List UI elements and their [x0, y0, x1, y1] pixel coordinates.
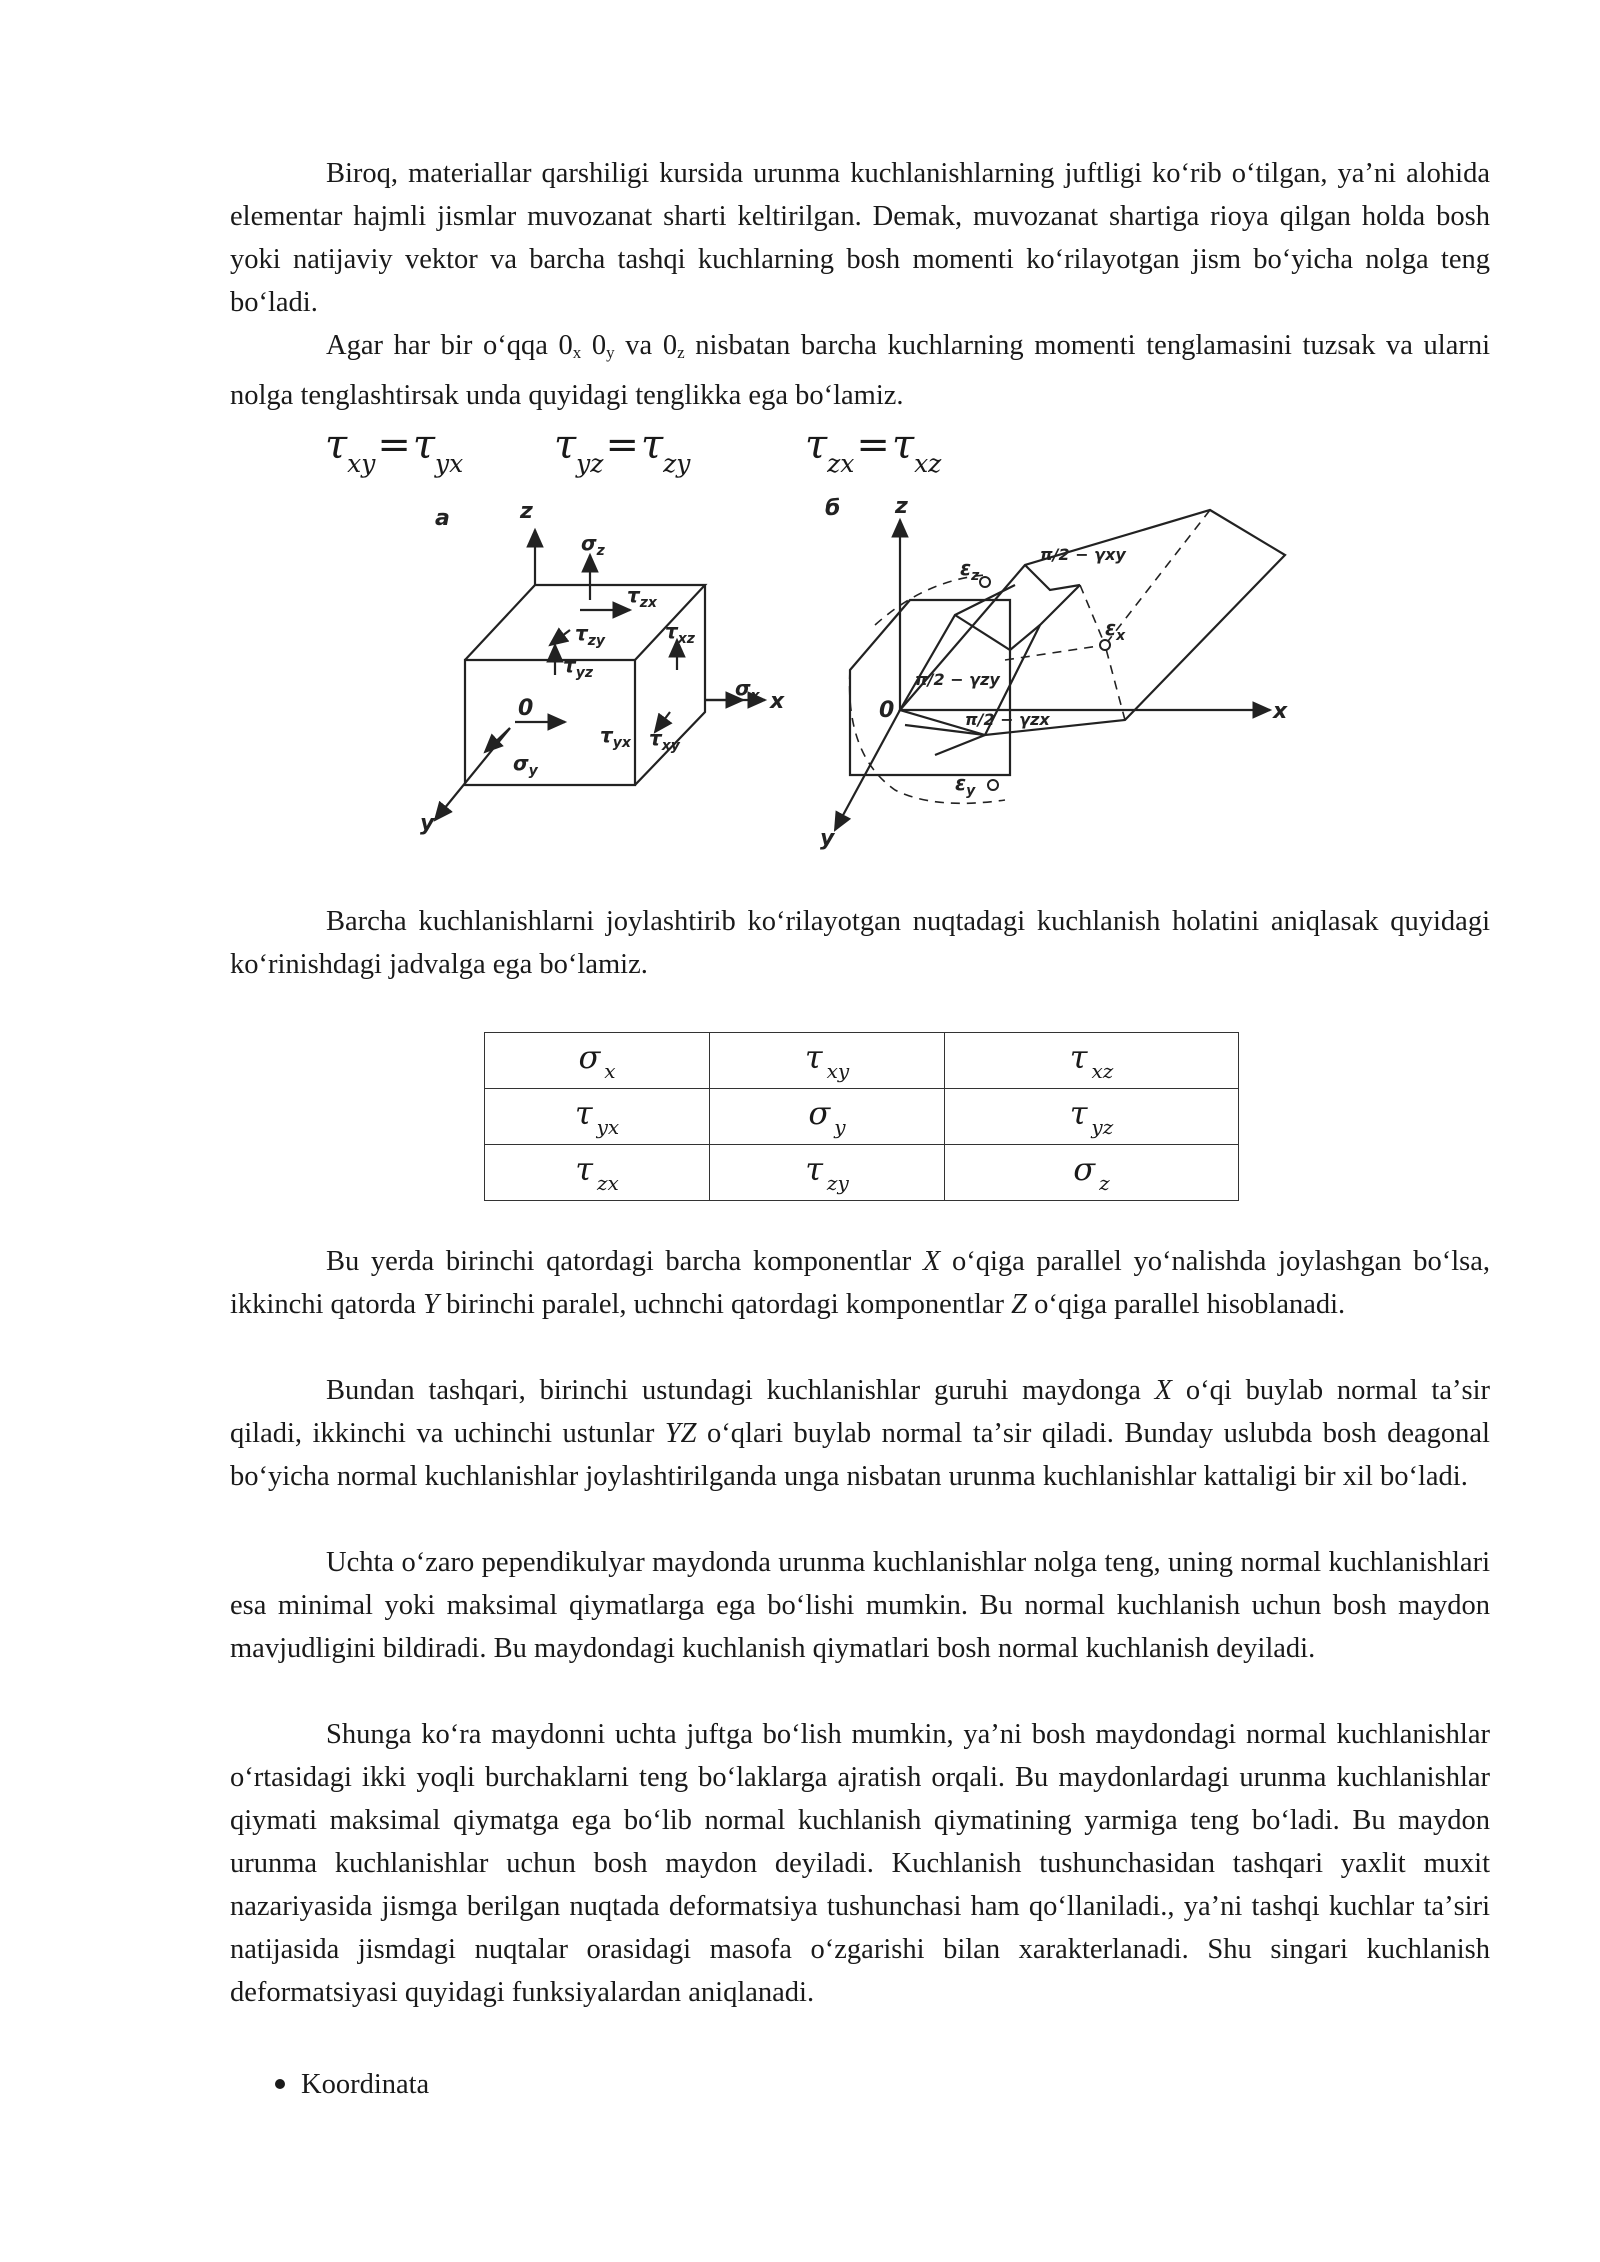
subscript: y [528, 763, 538, 779]
table-cell [485, 1033, 710, 1089]
label-gamma-zy: π/2 − γzy [915, 670, 1000, 689]
subscript: yx [612, 735, 631, 751]
text-run: va 0 [614, 330, 678, 361]
tau-symbol: τ [554, 422, 577, 468]
cell-symbol: σ [1073, 1150, 1096, 1188]
axis-letter: X [922, 1246, 941, 1277]
label-tau-yx [600, 723, 632, 751]
text-run: oʻqlari buylab normal taʼsir qiladi. Bunday uslubda bosh deagonal boʻyicha normal kuchlanishlar joylashtirilganda unga nisbatan urunma kuchlanishlar kattaligi bir xil boʻladi. [230, 1418, 1490, 1492]
axis-x-label: x [1273, 699, 1288, 724]
subscript: zy [587, 633, 606, 649]
subscript: xz [677, 631, 695, 647]
sigma-symbol: σ [513, 751, 529, 775]
tau-symbol: τ [575, 621, 588, 645]
table-row [485, 1089, 1239, 1145]
subscript: xy [826, 1059, 850, 1083]
figure-b-deformation [815, 485, 1295, 855]
tau-symbol: τ [600, 723, 613, 747]
subscript: xz [1091, 1059, 1114, 1083]
subscript: xy [661, 738, 680, 754]
paragraph-6: Uchta oʻzaro pependikulyar maydonda urunma kuchlanishlar nolga teng, uning normal kuchlanishlari esa minimal yoki maksimal qiymatlarga ega boʻlishi mumkin. Bu normal kuchlanish uchun bosh maydon mavjudligini bildiradi. Bu maydondagi kuchlanish qiymatlari bosh normal kuchlanish deyiladi. [230, 1547, 1490, 1664]
table-cell [945, 1033, 1239, 1089]
figure-a-stress-cube [405, 490, 805, 840]
axis-letter: Y [423, 1289, 439, 1320]
subscript: z [677, 343, 685, 362]
axis-letter: YZ [664, 1418, 697, 1449]
label-tau-zx [627, 583, 658, 611]
axis-z-label: z [520, 499, 533, 524]
label-tau-xz [665, 619, 696, 647]
text-run: Agar har bir oʻqqa 0 [326, 330, 573, 361]
table-cell [710, 1033, 945, 1089]
cell-symbol: τ [804, 1038, 823, 1076]
cell-symbol: σ [808, 1094, 831, 1132]
axis-z-label: z [895, 494, 908, 519]
label-eps-z [960, 556, 980, 584]
tau-symbol: τ [412, 422, 436, 468]
bullet-icon [275, 2079, 285, 2089]
paragraph-3: Barcha kuchlanishlarni joylashtirib koʻrilayotgan nuqtadagi kuchlanish holatini aniqlasak quyidagi koʻrinishdagi jadvalga ega boʻlamiz. [230, 906, 1490, 980]
label-sigma-x [735, 676, 761, 704]
origin-label: 0 [518, 696, 534, 721]
text-run: oʻqiga parallel yoʻnalishda joylashgan boʻlsa, ikkinchi qatorda [230, 1246, 1490, 1320]
tau-symbol: τ [665, 619, 678, 643]
subscript: z [596, 543, 605, 559]
paragraph-4 [230, 1240, 1490, 1326]
text-run: birinchi paralel, uchnchi qatordagi komponentlar [438, 1289, 1012, 1320]
label-eps-x [1105, 616, 1126, 644]
epsilon-symbol: ε [960, 556, 972, 580]
text-run: nisbatan barcha kuchlarning momenti tenglamasini tuzsak va ularni nolga tenglashtirsak unda quyidagi tenglikka ega boʻlamiz. [230, 330, 1491, 411]
bullet-label: Koordinata [301, 2069, 430, 2100]
table-row [485, 1033, 1239, 1089]
formula-tau-xy [325, 415, 463, 494]
axis-x-label: x [770, 689, 785, 714]
text-run: Bundan tashqari, birinchi ustundagi kuchlanishlar guruhi maydonga [326, 1375, 1155, 1406]
subscript: x [1116, 628, 1126, 644]
cell-symbol: τ [1069, 1038, 1088, 1076]
tau-symbol: τ [891, 422, 915, 468]
tau-symbol: τ [563, 653, 576, 677]
paragraph-5 [230, 1369, 1490, 1498]
stress-tensor-table [484, 1032, 1239, 1201]
subscript: y [834, 1115, 846, 1139]
subscript: xz [914, 449, 942, 478]
subscript: xy [347, 449, 376, 478]
table-row [485, 1145, 1239, 1201]
table-cell [945, 1145, 1239, 1201]
tau-symbol: τ [805, 422, 828, 468]
table-cell [710, 1089, 945, 1145]
axis-y-label: y [420, 811, 435, 836]
tau-symbol: τ [640, 422, 664, 468]
subscript: x [750, 688, 760, 704]
text-run: oʻqiga parallel hisoblanadi. [1027, 1289, 1346, 1320]
bullet-item [275, 2063, 429, 2106]
cell-symbol: τ [574, 1094, 593, 1132]
subscript: y [606, 343, 615, 362]
label-sigma-z [581, 531, 606, 559]
subscript: yz [1091, 1115, 1114, 1139]
axis-letter: Z [1011, 1289, 1028, 1320]
table-cell [485, 1145, 710, 1201]
text-run: oʻqi buylab normal taʼsir qiladi, ikkinchi va uchinchi ustunlar [230, 1375, 1490, 1449]
subscript: zx [639, 595, 657, 611]
origin-label: 0 [879, 698, 895, 723]
subscript: x [572, 343, 582, 362]
panel-label: б [825, 496, 841, 521]
cell-symbol: τ [575, 1150, 593, 1188]
formula-tau-yz [554, 415, 690, 494]
table-cell [945, 1089, 1239, 1145]
subscript: yx [435, 449, 464, 478]
subscript: x [604, 1059, 616, 1083]
equals-sign: = [856, 422, 890, 468]
equals-sign: = [377, 422, 411, 468]
table-cell [710, 1145, 945, 1201]
tau-symbol: τ [627, 583, 640, 607]
axis-y-label: y [820, 826, 835, 851]
paragraph-2 [230, 324, 1490, 417]
subscript: yx [596, 1115, 620, 1139]
subscript: zy [663, 449, 691, 478]
subscript: zx [596, 1171, 619, 1195]
paragraph-7: Shunga koʻra maydonni uchta juftga boʻlish mumkin, yaʼni bosh maydondagi normal kuchlanishlar oʻrtasidagi ikki yoqli burchaklarni teng boʻlaklarga ajratish orqali. Bu maydonlardagi urunma kuchlanishlar qiymati maksimal qiymatga ega boʻlib normal kuchlanish qiymatining yarmiga teng boʻladi. Bu maydon urunma kuchlanishlar uchun bosh maydon deyiladi. Kuchlanish tushunchasidan tashqari yaxlit muxit nazariyasida jismga berilgan nuqtada deformatsiya tushunchasi ham qoʻllaniladi., yaʼni tashqi kuchlar taʼsiri natijasida jismdagi nuqtalar orasidagi masofa oʻzgarishi bilan xarakterlanadi. Shu singari kuchlanish deformatsiyasi quyidagi funksiyalardan aniqlanadi. [230, 1719, 1490, 2008]
label-tau-zy [575, 621, 606, 649]
text-run: Bu yerda birinchi qatordagi barcha komponentlar [326, 1246, 923, 1277]
label-sigma-y [513, 751, 539, 779]
formula-tau-zx [805, 415, 941, 494]
epsilon-symbol: ε [1105, 616, 1117, 640]
subscript: zx [827, 449, 855, 478]
cell-symbol: σ [578, 1038, 601, 1076]
label-tau-yz [563, 653, 594, 681]
table-cell [485, 1089, 710, 1145]
subscript: z [1099, 1171, 1110, 1195]
subscript: yz [575, 665, 594, 681]
label-gamma-zx: π/2 − γzx [965, 710, 1050, 729]
tau-symbol: τ [325, 422, 348, 468]
sigma-symbol: σ [581, 531, 597, 555]
epsilon-symbol: ε [955, 771, 967, 795]
subscript: zy [826, 1171, 849, 1195]
axis-letter: X [1154, 1375, 1173, 1406]
cell-symbol: τ [805, 1150, 823, 1188]
subscript: y [966, 783, 976, 799]
label-gamma-xy: π/2 − γxy [1040, 545, 1126, 564]
paragraph-1: Biroq, materiallar qarshiligi kursida urunma kuchlanishlarning juftligi koʻrib oʻtilgan, yaʼni alohida elementar hajmli jismlar muvozanat sharti keltirilgan. Demak, muvozanat shartiga rioya qilgan holda bosh yoki natijaviy vektor va barcha tashqi kuchlarning bosh momenti koʻrilayotgan jism boʻyicha nolga teng boʻladi. [230, 158, 1490, 318]
cell-symbol: τ [1069, 1094, 1088, 1132]
panel-label: a [435, 506, 450, 531]
equals-sign: = [605, 422, 639, 468]
subscript: yz [576, 449, 604, 478]
subscript: z [971, 568, 980, 584]
text-run: 0 [581, 330, 607, 361]
label-tau-xy [649, 726, 681, 754]
tau-symbol: τ [649, 726, 662, 750]
sigma-symbol: σ [735, 676, 751, 700]
